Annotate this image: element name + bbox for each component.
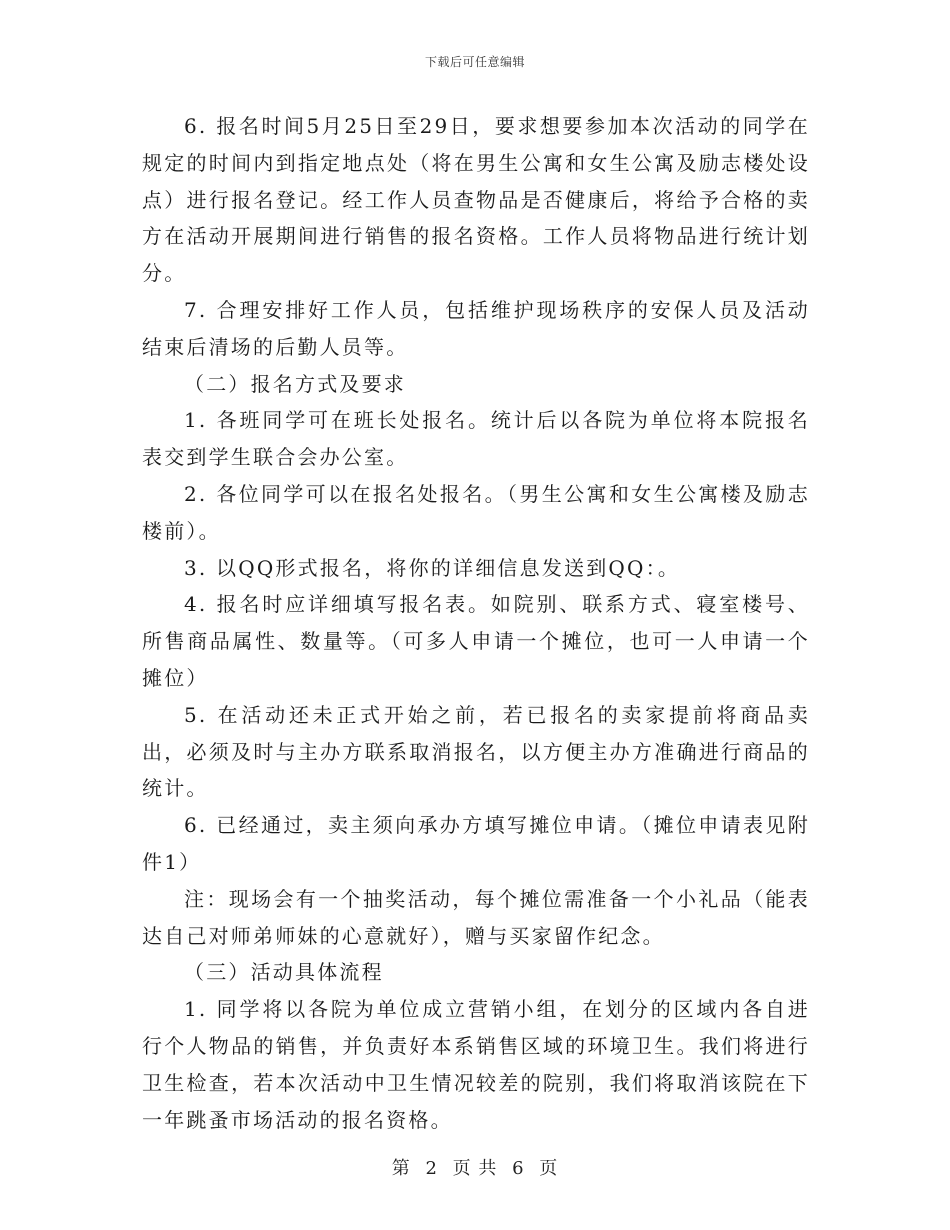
footer-total-pages: 6: [512, 1158, 525, 1179]
paragraph-signup-form: 4. 报名时应详细填写报名表。如院别、联系方式、寝室楼号、所售商品属性、数量等。（可多人申请一个摊位，也可一人申请一个摊位）: [142, 592, 810, 690]
footer-middle: 页 共: [452, 1158, 498, 1179]
paragraph-signup-desk: 2. 各位同学可以在报名处报名。（男生公寓和女生公寓楼及励志楼前）。: [142, 481, 810, 543]
paragraph-class-signup: 1. 各班同学可在班长处报名。统计后以各院为单位将本院报名表交到学生联合会办公室。: [142, 408, 810, 470]
section-heading-activity-process: （三）活动具体流程: [184, 960, 384, 985]
footer-prefix: 第: [391, 1158, 411, 1179]
paragraph-lottery-note: 注：现场会有一个抽奖活动，每个摊位需准备一个小礼品（能表达自己对师弟师妹的心意就好），赠与买家留作纪念。: [142, 886, 810, 948]
document-body: [142, 108, 810, 1138]
page-header: 下载后可任意编辑: [424, 55, 525, 69]
paragraph-qq-signup: 3. 以QQ形式报名，将你的详细信息发送到QQ：。: [184, 555, 681, 580]
paragraph-booth-application: 6. 已经通过，卖主须向承办方填写摊位申请。（摊位申请表见附件1）: [142, 813, 810, 874]
page-footer: [0, 1154, 950, 1180]
paragraph-staff-arrangement: 7. 合理安排好工作人员，包括维护现场秩序的安保人员及活动结束后清场的后勤人员等。: [142, 297, 810, 359]
paragraph-sales-groups: 1. 同学将以各院为单位成立营销小组，在划分的区域内各自进行个人物品的销售，并负责好本系销售区域的环境卫生。我们将进行卫生检查，若本次活动中卫生情况较差的院别，我们将取消该院在下一年跳蚤市场活动的报名资格。: [142, 997, 810, 1132]
footer-page-number: 2: [425, 1158, 438, 1179]
paragraph-cancel-signup: 5. 在活动还未正式开始之前，若已报名的卖家提前将商品卖出，必须及时与主办方联系取消报名，以方便主办方准确进行商品的统计。: [142, 702, 810, 801]
footer-suffix: 页: [539, 1158, 559, 1179]
section-heading-signup-method: （二）报名方式及要求: [184, 371, 406, 396]
paragraph-signup-time: 6. 报名时间5月25日至29日，要求想要参加本次活动的同学在规定的时间内到指定地点处（将在男生公寓和女生公寓及励志楼处设点）进行报名登记。经工作人员查物品是否健康后，将给予合格的卖方在活动开展期间进行销售的报名资格。工作人员将物品进行统计划分。: [142, 114, 810, 286]
